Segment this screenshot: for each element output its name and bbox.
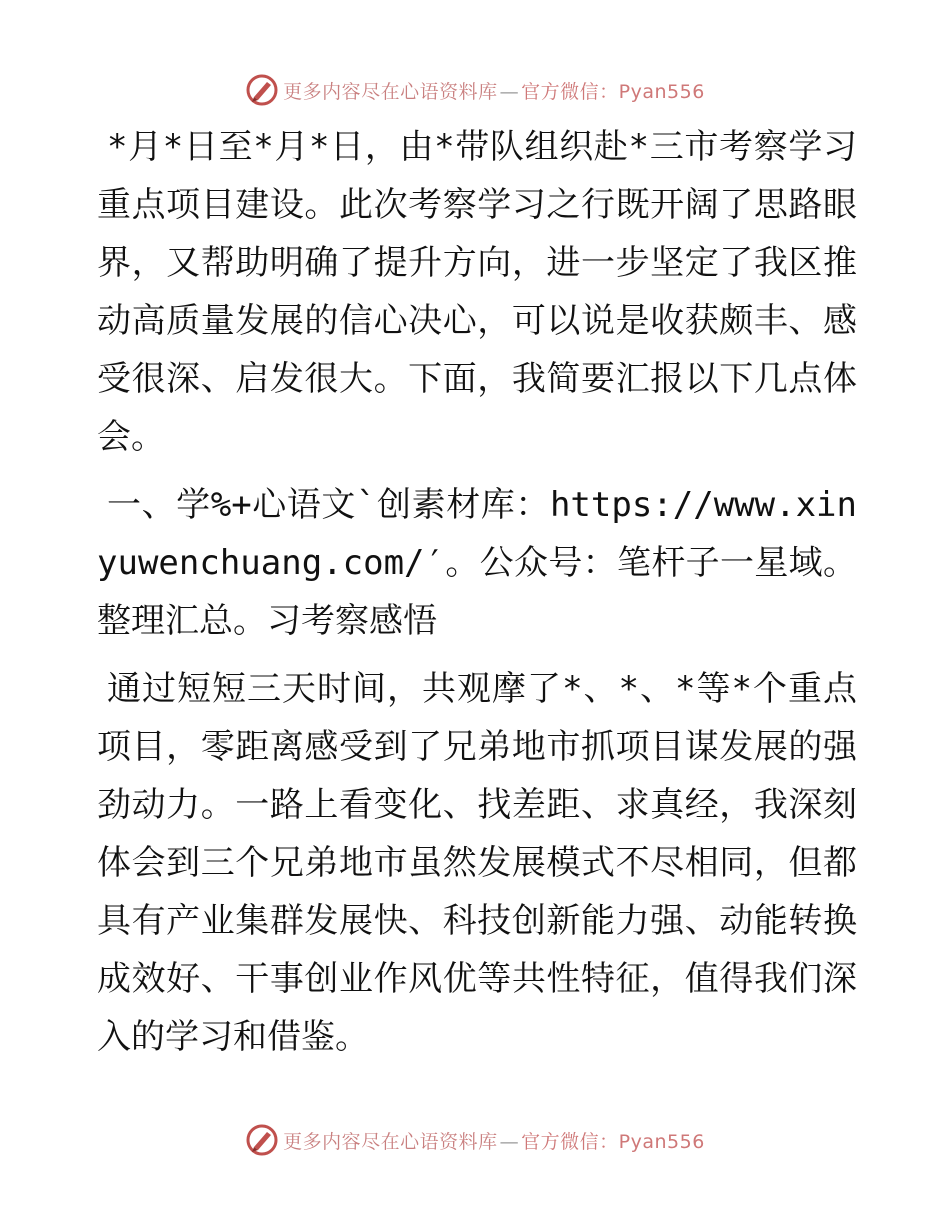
banner-text: 更多内容尽在心语资料库 — 官方微信：Pyan556 xyxy=(283,80,705,103)
section-heading: 一、学%+心语文`创素材库：https://www.xinyuwenchuang.com/′。公众号：笔杆子一星域。整理汇总。习考察感悟 xyxy=(97,485,857,641)
pen-logo-icon xyxy=(245,1123,279,1157)
document-body xyxy=(97,118,857,1066)
banner-text: 更多内容尽在心语资料库 — 官方微信：Pyan556 xyxy=(283,1130,705,1153)
footer-banner xyxy=(0,1120,950,1160)
paragraph-intro: *月*日至*月*日，由*带队组织赴*三市考察学习重点项目建设。此次考察学习之行既开阔了思路眼界，又帮助明确了提升方向，进一步坚定了我区推动高质量发展的信心决心，可以说是收获颇丰、感受很深、启发很大。下面，我简要汇报以下几点体会。 xyxy=(97,127,857,457)
header-banner xyxy=(0,70,950,110)
paragraph-body: 通过短短三天时间，共观摩了*、*、*等*个重点项目，零距离感受到了兄弟地市抓项目谋发展的强劲动力。一路上看变化、找差距、求真经，我深刻体会到三个兄弟地市虽然发展模式不尽相同，但都具有产业集群发展快、科技创新能力强、动能转换成效好、干事创业作风优等共性特征，值得我们深入的学习和借鉴。 xyxy=(97,669,857,1057)
pen-logo-icon xyxy=(245,73,279,107)
